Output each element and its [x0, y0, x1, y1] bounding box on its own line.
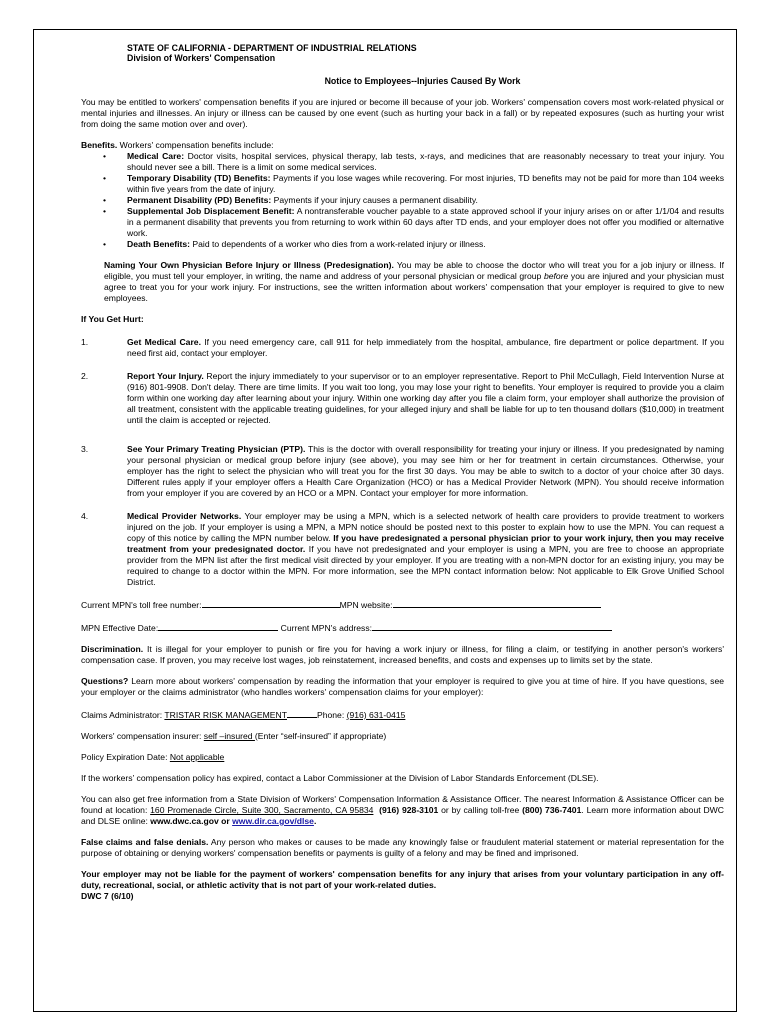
policy-label: Policy Expiration Date:	[81, 752, 170, 762]
step-term: See Your Primary Treating Physician (PTP).	[127, 444, 306, 454]
benefit-item	[81, 151, 724, 173]
step-number: 2.	[81, 371, 89, 381]
division-heading: Division of Workers' Compensation	[127, 53, 276, 63]
insurer-label: Workers' compensation insurer:	[81, 731, 204, 741]
questions-paragraph	[81, 676, 724, 698]
notice-title: Notice to Employees--Injuries Caused By Work	[324, 76, 521, 86]
benefit-term: Permanent Disability (PD) Benefits:	[127, 195, 272, 205]
step-number: 1.	[81, 337, 89, 347]
step-term: Get Medical Care.	[127, 337, 201, 347]
io-address: 160 Promenade Circle, Suite 300, Sacramento, CA 95834	[150, 805, 374, 815]
step-number: 4.	[81, 511, 89, 521]
dwc-link[interactable]: www.dwc.ca.gov	[150, 816, 219, 826]
step-body	[127, 371, 724, 426]
step-1	[81, 337, 724, 359]
insurer-row	[81, 731, 724, 742]
bullet-icon: •	[103, 195, 107, 205]
notice-page	[33, 29, 737, 1012]
free-info-text-2: or by calling toll-free	[438, 805, 523, 815]
questions-term: Questions?	[81, 676, 129, 686]
step-4	[81, 511, 724, 588]
false-claims-text: Any person who makes or causes to be made any knowingly false or fraudulent material statement or material representation for the purpose of obtaining or denying workers' compensation benefits or payments is guilty of a felony and may be fined and imprisoned.	[81, 837, 724, 858]
mpn-toll-free-field[interactable]	[202, 598, 340, 608]
period: .	[313, 816, 317, 826]
free-info-paragraph	[81, 794, 724, 827]
benefit-text: A nontransferable voucher payable to a state approved school if your injury arises on or after 1/1/04 and results in a permanent disability that prevents you from returning to work within 60 days after TD ends, and your employer does not offer you modified or alternative work.	[127, 206, 725, 238]
predesignation-text: You may be able to choose the doctor who will treat you for a job injury or illness. If eligible, you must tell your employer, in writing, the name and address of your personal physician or medical group	[104, 260, 724, 281]
discrimination-paragraph	[81, 644, 724, 666]
free-info-text: You can also get free information from a State Division of Workers' Compensation Information & Assistance Officer. The nearest Information & Assistance Officer can be found at location:	[81, 794, 724, 815]
mpn-website-field[interactable]	[393, 598, 601, 608]
io-phone: (916) 928-3101	[379, 805, 439, 815]
benefit-text: Payments if your injury causes a permanent disability.	[271, 195, 478, 205]
false-claims-term: False claims and false denials.	[81, 837, 209, 847]
liability-paragraph	[81, 869, 724, 891]
mpn-address-label: Current MPN's address:	[280, 623, 373, 633]
benefit-term: Death Benefits:	[127, 239, 191, 249]
free-info-text-3: . Learn more information about DWC and DLSE online:	[81, 805, 724, 826]
bullet-icon: •	[103, 173, 107, 183]
toll-free-phone: (800) 736-7401	[522, 805, 582, 815]
step-body	[127, 511, 724, 588]
benefits-list	[81, 151, 724, 250]
false-claims-paragraph	[81, 837, 724, 859]
mpn-row-2	[81, 621, 724, 634]
benefits-heading: Benefits.	[81, 140, 118, 150]
agency-heading: STATE OF CALIFORNIA - DEPARTMENT OF INDUSTRIAL RELATIONS	[127, 43, 417, 53]
mpn-toll-free-label: Current MPN's toll free number:	[81, 600, 202, 610]
bullet-icon: •	[103, 206, 107, 216]
benefit-item	[81, 195, 724, 206]
benefits-lead-text: Workers' compensation benefits include:	[117, 140, 274, 150]
mpn-row-1	[81, 598, 724, 611]
claims-admin-value: TRISTAR RISK MANAGEMENT	[164, 710, 287, 720]
step-3	[81, 444, 724, 499]
expired-paragraph: If the workers’ compensation policy has expired, contact a Labor Commissioner at the Division of Labor Standards Enforcement (DLSE).	[81, 773, 599, 783]
bullet-icon: •	[103, 239, 107, 249]
mpn-website-label: MPN website:	[339, 600, 393, 610]
mpn-address-field[interactable]	[372, 621, 612, 631]
step-number: 3.	[81, 444, 89, 454]
policy-row	[81, 752, 724, 763]
predesignation-italic: before	[543, 271, 569, 281]
step-text: Your employer may be using a MPN, which is a selected network of health care providers to provide treatment to workers injured on the job. If your employer is using a MPN, a MPN notice should be posted next to this poster to explain how to use the MPN. You can request a copy of this notice by calling the MPN number below.	[127, 511, 724, 543]
benefit-item	[81, 239, 724, 250]
predesignation-paragraph	[104, 260, 724, 304]
benefit-term: Temporary Disability (TD) Benefits:	[127, 173, 271, 183]
step-term: Medical Provider Networks.	[127, 511, 242, 521]
step-term: Report Your Injury.	[127, 371, 204, 381]
form-id	[81, 891, 724, 902]
benefits-lead	[81, 140, 724, 151]
predesignation-text-2: you are injured and your physician must agree to treat you for your work injury. For instructions, see the written information about workers' compensation that your employer is required to give to new employees.	[104, 271, 725, 303]
form-id-label: DWC 7 (6/10)	[81, 891, 134, 901]
claims-admin-phone: (916) 631-0415	[346, 710, 406, 720]
benefit-item	[81, 206, 724, 239]
step-body	[127, 444, 724, 499]
insurer-note: (Enter “self-insured” if appropriate)	[254, 731, 387, 741]
step-bold-text: If you have predesignated a personal physician prior to your work injury, then you may receive treatment from your predesignated doctor.	[127, 533, 724, 554]
mpn-effective-label: MPN Effective Date:	[81, 623, 159, 633]
benefit-term: Medical Care:	[127, 151, 185, 161]
claims-admin-underline	[287, 708, 317, 718]
bullet-icon: •	[103, 151, 107, 161]
mpn-effective-field[interactable]	[158, 621, 278, 631]
phone-label: Phone:	[316, 710, 347, 720]
step-text-2: If you have not predesignated and your employer is using a MPN, you are free to choose an appropriate provider from the MPN list after the first medical visit directed by your employer. If you are treating with a non-MPN doctor for an existing injury, you may be required to change to a doctor within the MPN. For more information, see the MPN contact information below: Not applicable to Elk Grove Unified School District.	[127, 544, 724, 587]
liability-text: Your employer may not be liable for the payment of workers' compensation benefits for any injury that arises from your voluntary participation in any off-duty, recreational, social, or athletic activity that is not part of your work-related duties.	[81, 869, 724, 890]
step-2	[81, 371, 724, 426]
step-text: If you need emergency care, call 911 for help immediately from the hospital, ambulance, fire department or police department. If you need first aid, contact your employer.	[127, 337, 724, 358]
or-text: or	[218, 816, 233, 826]
notice-content	[81, 43, 724, 902]
questions-text: Learn more about workers' compensation by reading the information that your employer is required to give you at time of hire. If you have questions, see your employer or the claims administrator (who handles workers' compensation claims for your employer):	[81, 676, 724, 697]
benefit-text: Doctor visits, hospital services, physical therapy, lab tests, x-rays, and medicines that are reasonably necessary to treat your injury. You should never see a bill. There is a limit on some medical services.	[127, 151, 724, 172]
discrimination-text: It is illegal for your employer to punish or fire you for having a work injury or illness, for filing a claim, or testifying in another person's workers' compensation case. If proven, you may receive lost wages, job reinstatement, increased benefits, and costs and expenses up to limits set by the state.	[81, 644, 724, 665]
step-text: Report the injury immediately to your supervisor or to an employer representative. Report to Phil McCullagh, Field Intervention Nurse at (916) 801-9908. Don't delay. There are time limits. If you wait too long, you may lose your right to benefits. Your employer is required to provide you a claim form within one working day after learning about your injury. Within one working day after you file a claim form, your employer shall authorize the provision of all treatment, consistent with the applicable treating guidelines, for your alleged injury and shall be liable for up to ten thousand dollars ($10,000) in treatment until the claim is accepted or rejected.	[127, 371, 724, 425]
insurer-value: self –insured	[203, 731, 255, 741]
dlse-link[interactable]: www.dir.ca.gov/dlse	[232, 816, 314, 826]
predesignation-term: Naming Your Own Physician Before Injury or Illness (Predesignation).	[104, 260, 394, 270]
policy-value: Not applicable	[169, 752, 225, 762]
step-body	[127, 337, 724, 359]
claims-admin-label: Claims Administrator:	[81, 710, 165, 720]
intro-paragraph: You may be entitled to workers' compensation benefits if you are injured or become ill because of your job. Workers' compensation covers most work-related physical or mental injuries and illnesses. An injury or illness can be caused by one event (such as hurting your back in a fall) or by repeated exposures (such as hurting your wrist from doing the same motion over and over).	[81, 97, 724, 129]
benefit-item	[81, 173, 724, 195]
if-hurt-label: If You Get Hurt:	[81, 314, 144, 324]
discrimination-term: Discrimination.	[81, 644, 144, 654]
benefit-term: Supplemental Job Displacement Benefit:	[127, 206, 295, 216]
benefit-text: Paid to dependents of a worker who dies from a work-related injury or illness.	[190, 239, 486, 249]
step-text: This is the doctor with overall responsibility for treating your injury or illness. If you predesignated by naming your personal physician or medical group before injury (see above), you may see him or her for treatment in certain circumstances. Otherwise, your employer has the right to select the physician who will treat you for the first 30 days. You may be able to switch to a doctor of your choice after 30 days. Different rules apply if your employer offers a Health Care Organization (HCO) or has a Medical Provider Network (MPN). You should receive information from your employer if you are covered by an HCO or a MPN. Contact your employer for more information.	[127, 444, 724, 498]
if-hurt-heading	[81, 314, 724, 325]
claims-admin-row	[81, 708, 724, 721]
benefit-text: Payments if you lose wages while recovering. For most injuries, TD benefits may not be paid for more than 104 weeks within five years from the date of injury.	[127, 173, 725, 194]
